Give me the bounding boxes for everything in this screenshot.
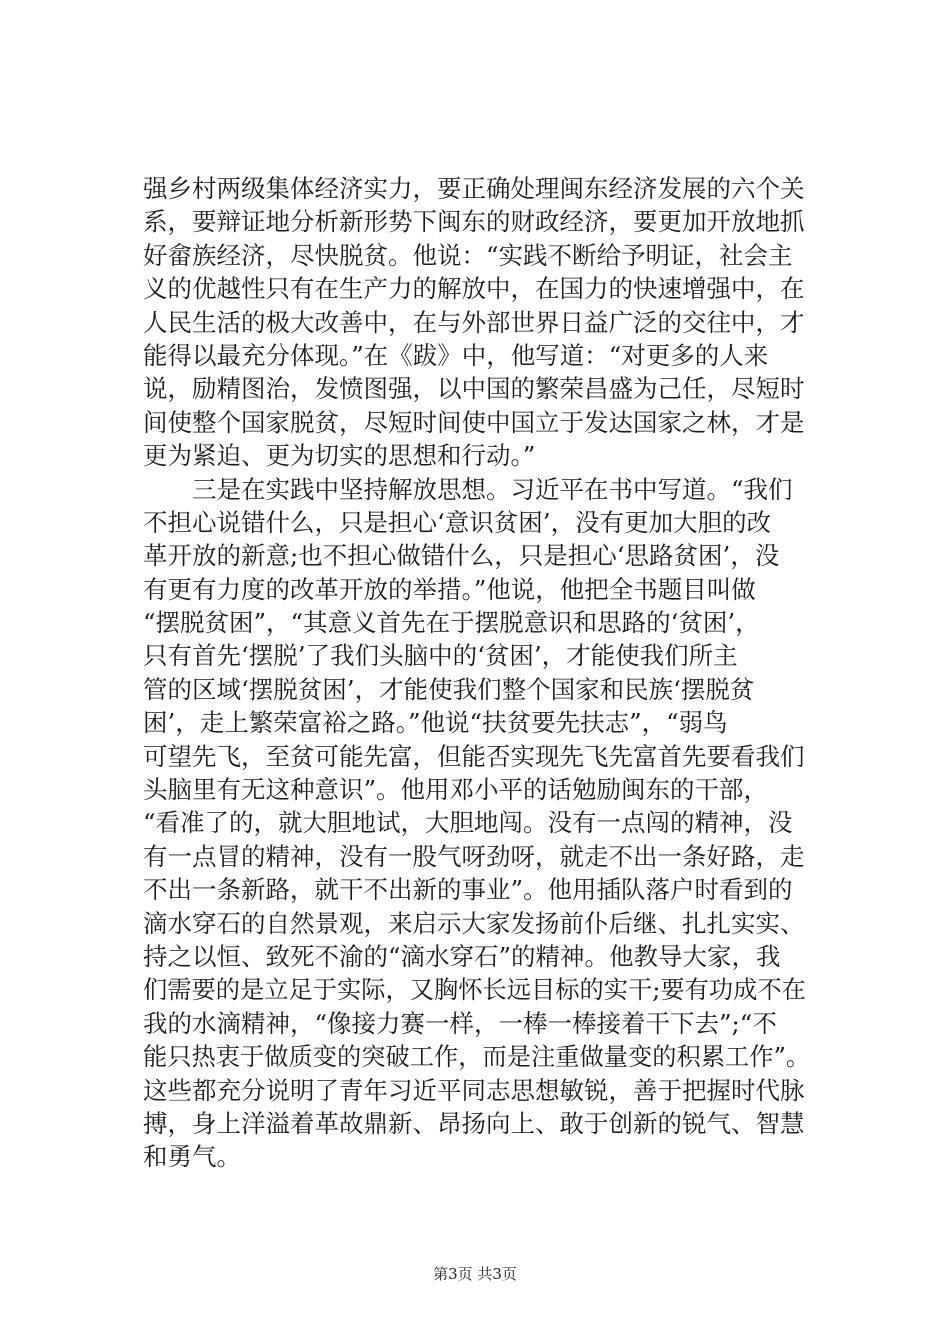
text-line: 只有首先‘摆脱’了我们头脑中的‘贫困’，才能使我们所主 bbox=[143, 641, 738, 671]
text-line: 不出一条新路，就干不出新的事业”。他用插队落户时看到的 bbox=[143, 875, 793, 905]
text-line: 系，要辩证地分析新形势下闽东的财政经济，要更加开放地抓 bbox=[143, 207, 805, 237]
text-line: 革开放的新意;也不担心做错什么，只是担心‘思路贫困’，没 bbox=[143, 541, 780, 571]
text-line: 有更有力度的改革开放的举措。”他说，他把全书题目叫做 bbox=[143, 574, 756, 604]
text-line: 和勇气。 bbox=[143, 1142, 241, 1172]
text-line: 有一点冒的精神，没有一股气呀劲呀，就走不出一条好路，走 bbox=[143, 841, 805, 871]
text-line: 持之以恒、致死不渝的“滴水穿石”的精神。他教导大家，我 bbox=[143, 941, 781, 971]
text-line: 好畲族经济，尽快脱贫。他说：“实践不断给予明证，社会主 bbox=[143, 240, 793, 270]
text-line: 不担心说错什么，只是担心‘意识贫困’，没有更加大胆的改 bbox=[143, 507, 772, 537]
text-line: 管的区域‘摆脱贫困’，才能使我们整个国家和民族‘摆脱贫 bbox=[143, 674, 755, 704]
text-line: 义的优越性只有在生产力的解放中，在国力的快速增强中，在 bbox=[143, 274, 805, 304]
text-line: 滴水穿石的自然景观，来启示大家发扬前仆后继、扎扎实实、 bbox=[143, 908, 805, 938]
text-line: “摆脱贫困”，“其意义首先在于摆脱意识和思路的‘贫困’， bbox=[143, 608, 760, 638]
text-line: 能只热衷于做质变的突破工作，而是注重做量变的积累工作”。 bbox=[143, 1042, 811, 1072]
text-line: 强乡村两级集体经济实力，要正确处理闽东经济发展的六个关 bbox=[143, 174, 805, 203]
text-line: 能得以最充分体现。”在《跋》中，他写道：“对更多的人来 bbox=[143, 340, 769, 370]
text-line: 困’，走上繁荣富裕之路。”他说“扶贫要先扶志”，“弱鸟 bbox=[143, 708, 728, 738]
text-line: 搏，身上洋溢着革故鼎新、昂扬向上、敢于创新的锐气、智慧 bbox=[143, 1108, 805, 1138]
text-line: “看准了的，就大胆地试，大胆地闯。没有一点闯的精神，没 bbox=[143, 808, 793, 838]
text-line: 间使整个国家脱贫，尽短时间使中国立于发达国家之林，才是 bbox=[143, 407, 805, 437]
page-number-footer: 第3页 共3页 bbox=[433, 1265, 517, 1283]
text-line: 说，励精图治，发愤图强，以中国的繁荣昌盛为己任，尽短时 bbox=[143, 374, 805, 404]
text-line: 这些都充分说明了青年习近平同志思想敏锐，善于把握时代脉 bbox=[143, 1075, 805, 1105]
text-line: 我的水滴精神，“像接力赛一样，一棒一棒接着干下去”;“不 bbox=[143, 1008, 777, 1038]
text-line: 头脑里有无这种意识”。他用邓小平的话勉励闽东的干部， bbox=[143, 775, 769, 805]
text-line: 可望先飞，至贫可能先富，但能否实现先飞先富首先要看我们 bbox=[143, 741, 805, 771]
text-line: 三是在实践中坚持解放思想。习近平在书中写道。“我们 bbox=[143, 474, 793, 504]
text-line: 更为紧迫、更为切实的思想和行动。” bbox=[143, 441, 536, 471]
text-line: 们需要的是立足于实际，又胸怀长远目标的实干;要有功成不在 bbox=[143, 975, 806, 1005]
body-text bbox=[143, 172, 811, 1174]
text-line: 人民生活的极大改善中，在与外部世界日益广泛的交往中，才 bbox=[143, 307, 805, 337]
